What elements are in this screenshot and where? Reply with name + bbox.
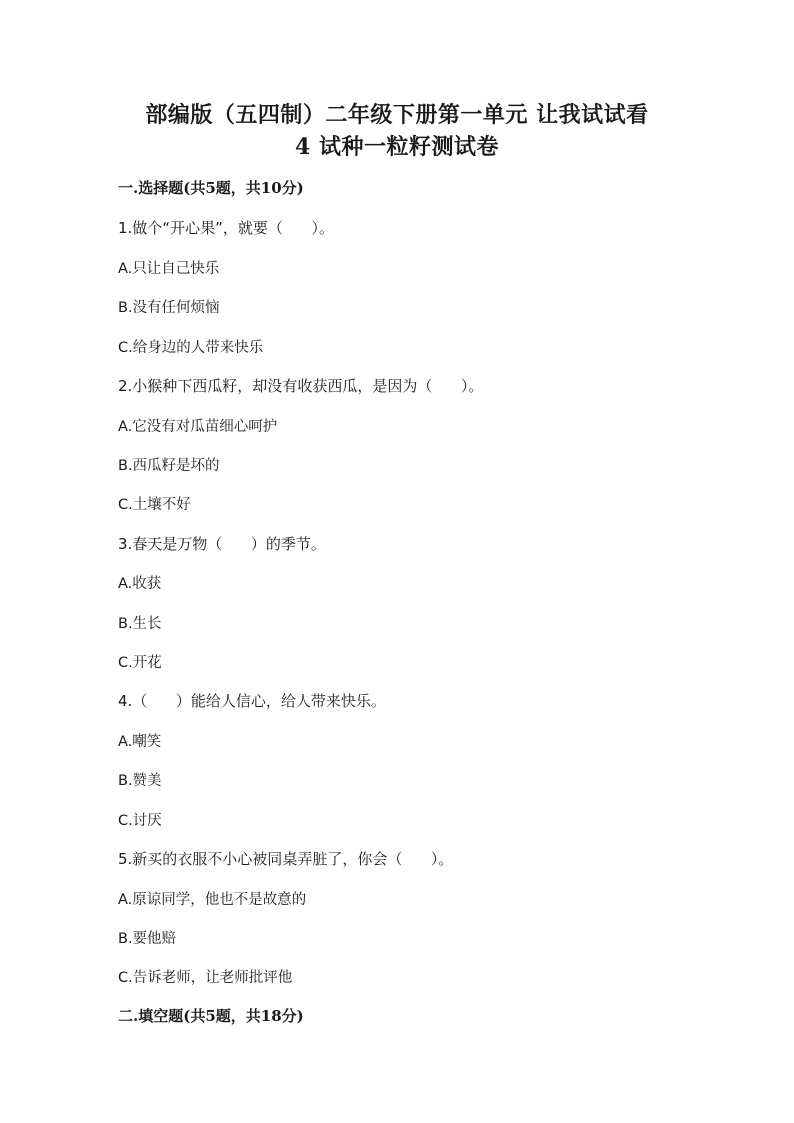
- section-heading-fill-in-blank: 二.填空题(共5题，共18分): [118, 1007, 304, 1025]
- section-heading-multiple-choice: 一.选择题(共5题，共10分): [118, 179, 304, 197]
- question-5-option-c: C.告诉老师，让老师批评他: [118, 970, 293, 986]
- document-title-line-1: 部编版（五四制）二年级下册第一单元 让我试试看: [145, 102, 649, 128]
- question-3-option-c: C.开花: [118, 655, 162, 671]
- question-5-option-a: A.原谅同学，他也不是故意的: [118, 892, 307, 908]
- question-3-option-a: A.收获: [118, 576, 162, 592]
- question-1-stem: 1.做个“开心果”，就要（ ）。: [118, 219, 334, 237]
- question-4-option-c: C.讨厌: [118, 813, 162, 829]
- question-4-option-b: B.赞美: [118, 773, 162, 789]
- question-5-option-b: B.要他赔: [118, 931, 177, 947]
- question-4-stem: 4.（ ）能给人信心，给人带来快乐。: [118, 692, 386, 710]
- question-1-option-a: A.只让自己快乐: [118, 261, 220, 277]
- question-2-stem: 2.小猴种下西瓜籽，却没有收获西瓜，是因为（ ）。: [118, 377, 484, 395]
- question-4-option-a: A.嘲笑: [118, 734, 162, 750]
- question-2-option-a: A.它没有对瓜苗细心呵护: [118, 419, 278, 435]
- question-1-option-c: C.给身边的人带来快乐: [118, 340, 264, 356]
- question-2-option-b: B.西瓜籽是坏的: [118, 458, 220, 474]
- question-1-option-b: B.没有任何烦恼: [118, 300, 220, 316]
- question-2-option-c: C.土壤不好: [118, 497, 191, 513]
- question-5-stem: 5.新买的衣服不小心被同桌弄脏了，你会（ ）。: [118, 850, 454, 868]
- document-title-line-2: 4 试种一粒籽测试卷: [295, 134, 499, 160]
- question-3-stem: 3.春天是万物（ ）的季节。: [118, 535, 326, 553]
- question-3-option-b: B.生长: [118, 616, 162, 632]
